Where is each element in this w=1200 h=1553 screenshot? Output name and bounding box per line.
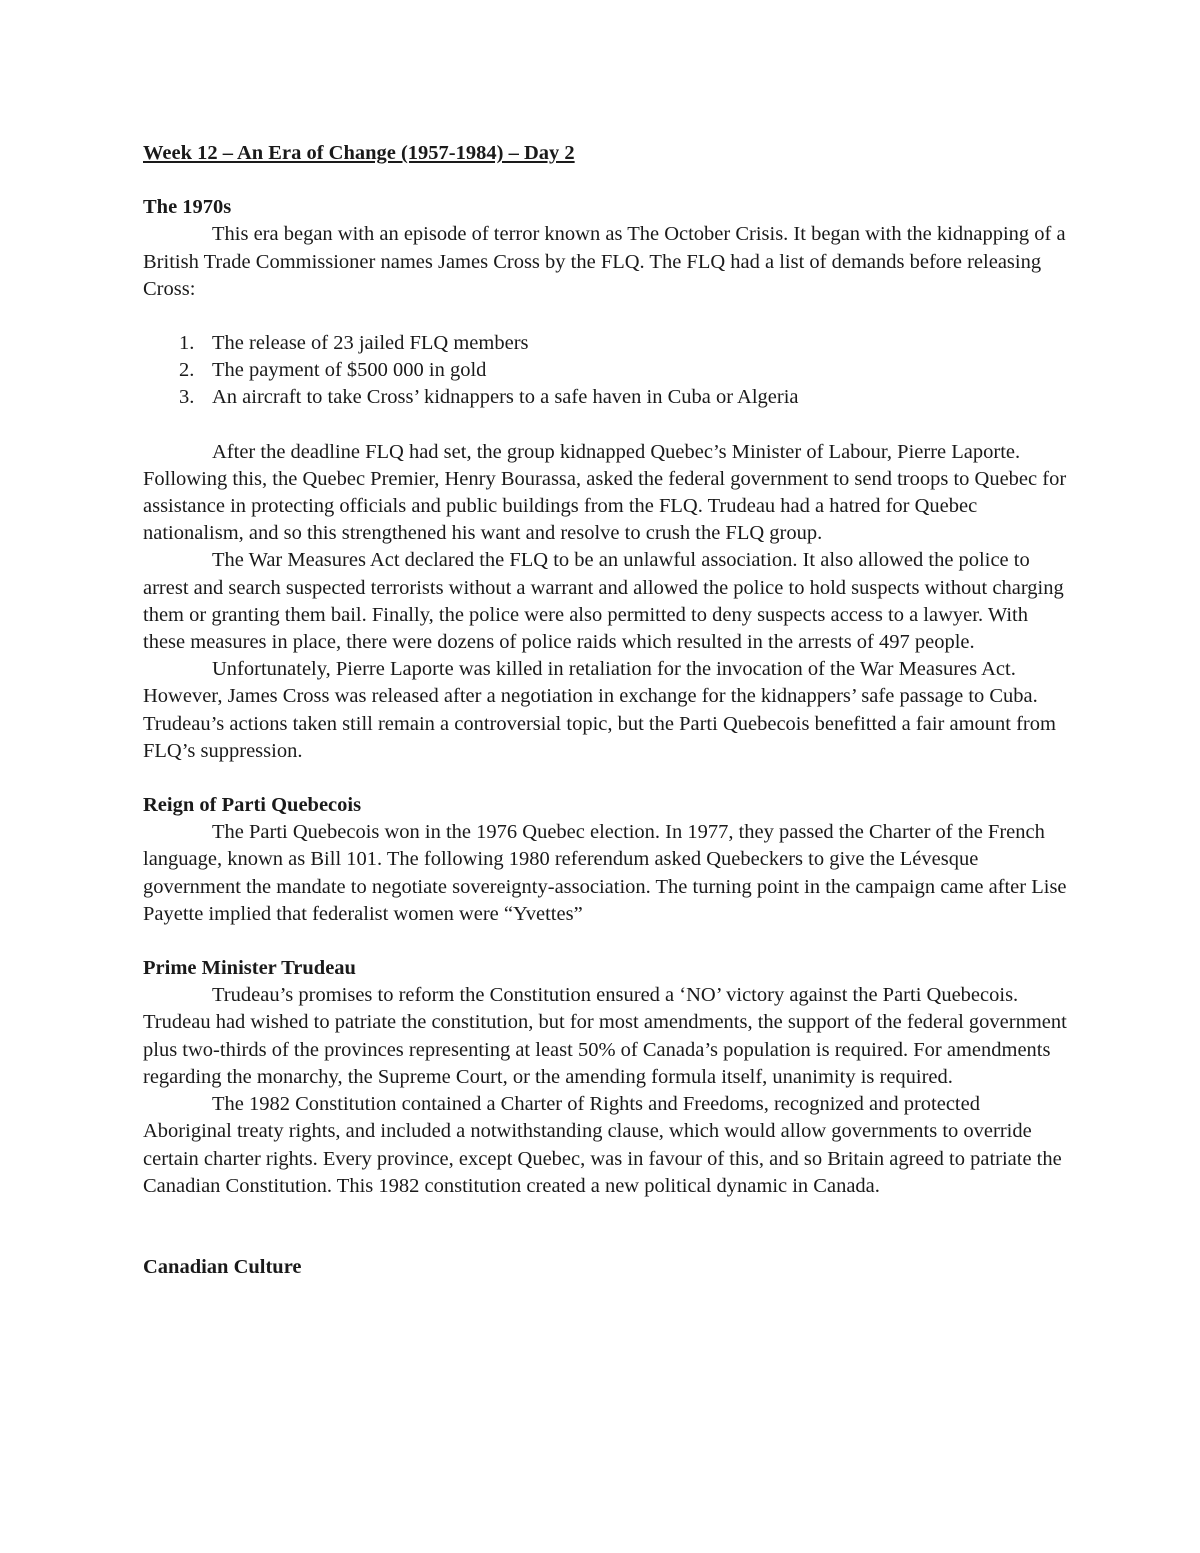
list-item-number: 3. — [179, 386, 195, 409]
paragraph-1982-constitution: The 1982 Constitution contained a Charter of Rights and Freedoms, recognized and protected Aboriginal treaty rights, and included a notwithstanding clause, which would allow governments to override certain charter rights. Every province, except Quebec, was in favour of this, and so Britain agreed to patriate the Canadian Constitution. This 1982 constitution created a new political dynamic in Canada. — [143, 1093, 1062, 1197]
flq-demands-list — [143, 330, 1068, 412]
document-page — [143, 140, 1068, 1281]
paragraph-laporte-kidnapping: After the deadline FLQ had set, the group kidnapped Quebec’s Minister of Labour, Pierre Laporte. Following this, the Quebec Premier, Henry Bourassa, asked the federal government to send troops to Quebec for assistance in protecting officials and public buildings from the FLQ. Trudeau had a hatred for Quebec nationalism, and so this strengthened his want and resolve to crush the FLQ group. — [143, 440, 1067, 545]
heading-the-1970s: The 1970s — [143, 196, 232, 219]
list-item — [143, 384, 1068, 411]
heading-canadian-culture: Canadian Culture — [143, 1255, 302, 1278]
spacer — [143, 928, 1068, 955]
document-title: Week 12 – An Era of Change (1957-1984) – Day 2 — [143, 142, 575, 164]
list-item — [143, 357, 1068, 384]
list-item-text: The release of 23 jailed FLQ members — [212, 332, 529, 355]
list-item-number: 2. — [179, 359, 195, 382]
spacer — [143, 1200, 1068, 1254]
list-item — [143, 330, 1068, 357]
paragraph-parti-quebecois: The Parti Quebecois won in the 1976 Quebec election. In 1977, they passed the Charter of the French language, known as Bill 101. The following 1980 referendum asked Quebeckers to give the Lévesque government the mandate to negotiate sovereignty-association. The turning point in the campaign came after Lise Payette implied that federalist women were “Yvettes” — [143, 821, 1067, 925]
paragraph-constitution-reform: Trudeau’s promises to reform the Constitution ensured a ‘NO’ victory against the Parti Quebecois. Trudeau had wished to patriate the constitution, but for most amendments, the support of the federal government plus two-thirds of the provinces representing at least 50% of Canada’s population is required. For amendments regarding the monarchy, the Supreme Court, or the amending formula itself, unanimity is required. — [143, 984, 1067, 1088]
list-item-number: 1. — [179, 332, 195, 355]
heading-reign-of-parti-quebecois: Reign of Parti Quebecois — [143, 794, 362, 817]
spacer — [143, 765, 1068, 792]
paragraph-war-measures-act: The War Measures Act declared the FLQ to be an unlawful association. It also allowed the police to arrest and search suspected terrorists without a warrant and allowed the police to hold suspects without charging them or granting them bail. Finally, the police were also permitted to deny suspects access to a lawyer. With these measures in place, there were dozens of police raids which resulted in the arrests of 497 people. — [143, 549, 1064, 654]
list-item-text: The payment of $500 000 in gold — [212, 359, 487, 382]
paragraph-october-crisis: This era began with an episode of terror known as The October Crisis. It began with the kidnapping of a British Trade Commissioner names James Cross by the FLQ. The FLQ had a list of demands before releasing Cross: — [143, 223, 1066, 300]
list-item-text: An aircraft to take Cross’ kidnappers to a safe haven in Cuba or Algeria — [212, 386, 799, 409]
heading-prime-minister-trudeau: Prime Minister Trudeau — [143, 957, 356, 980]
paragraph-aftermath: Unfortunately, Pierre Laporte was killed in retaliation for the invocation of the War Measures Act. However, James Cross was released after a negotiation in exchange for the kidnappers’ safe passage to Cuba. Trudeau’s actions taken still remain a controversial topic, but the Parti Quebecois benefitted a fair amount from FLQ’s suppression. — [143, 658, 1056, 762]
